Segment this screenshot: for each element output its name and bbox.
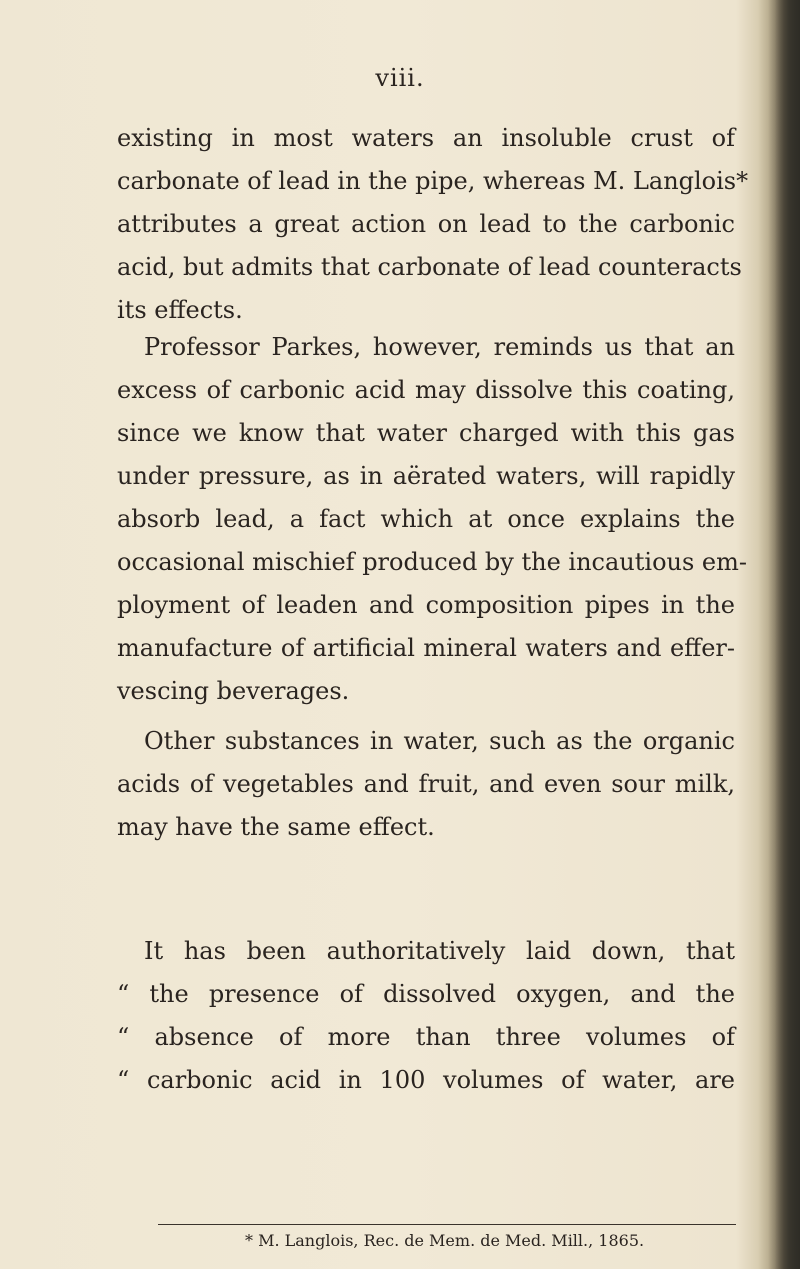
text-line: ployment of leaden and composition pipes in the <box>117 591 735 619</box>
paragraph-3 <box>117 720 735 849</box>
text-line: occasional mischief produced by the incautious em- <box>117 548 747 576</box>
paragraph-1 <box>117 117 749 332</box>
paragraph-2 <box>117 326 747 713</box>
text-line: its effects. <box>117 296 243 324</box>
text-line: may have the same effect. <box>117 813 435 841</box>
text-line: “ the presence of dissolved oxygen, and the <box>117 980 735 1008</box>
text-line: excess of carbonic acid may dissolve this coating, <box>117 376 735 404</box>
text-line: manufacture of artificial mineral waters and effer- <box>117 634 735 662</box>
text-line: acid, but admits that carbonate of lead counteracts <box>117 253 742 281</box>
text-line: carbonate of lead in the pipe, whereas M. Langlois* <box>117 167 749 195</box>
text-line: existing in most waters an insoluble crust of <box>117 124 735 152</box>
text-line: “ carbonic acid in 100 volumes of water, are <box>117 1066 735 1094</box>
page-number: viii. <box>375 64 425 92</box>
text-line: “ absence of more than three volumes of <box>117 1023 735 1051</box>
text-line: attributes a great action on lead to the carbonic <box>117 210 735 238</box>
paragraph-4 <box>117 930 735 1102</box>
text-line: under pressure, as in aërated waters, will rapidly <box>117 462 735 490</box>
footnote: * M. Langlois, Rec. de Mem. de Med. Mill., 1865. <box>245 1231 645 1250</box>
text-line: Other substances in water, such as the organic <box>144 727 735 755</box>
text-line: Professor Parkes, however, reminds us that an <box>144 333 735 361</box>
text-line: acids of vegetables and fruit, and even sour milk, <box>117 770 735 798</box>
footnote-divider <box>158 1224 736 1225</box>
text-line: It has been authoritatively laid down, that <box>144 937 735 965</box>
text-line: since we know that water charged with this gas <box>117 419 735 447</box>
text-line: absorb lead, a fact which at once explains the <box>117 505 735 533</box>
text-line: vescing beverages. <box>117 677 350 705</box>
page-gutter-shadow <box>758 0 800 1269</box>
